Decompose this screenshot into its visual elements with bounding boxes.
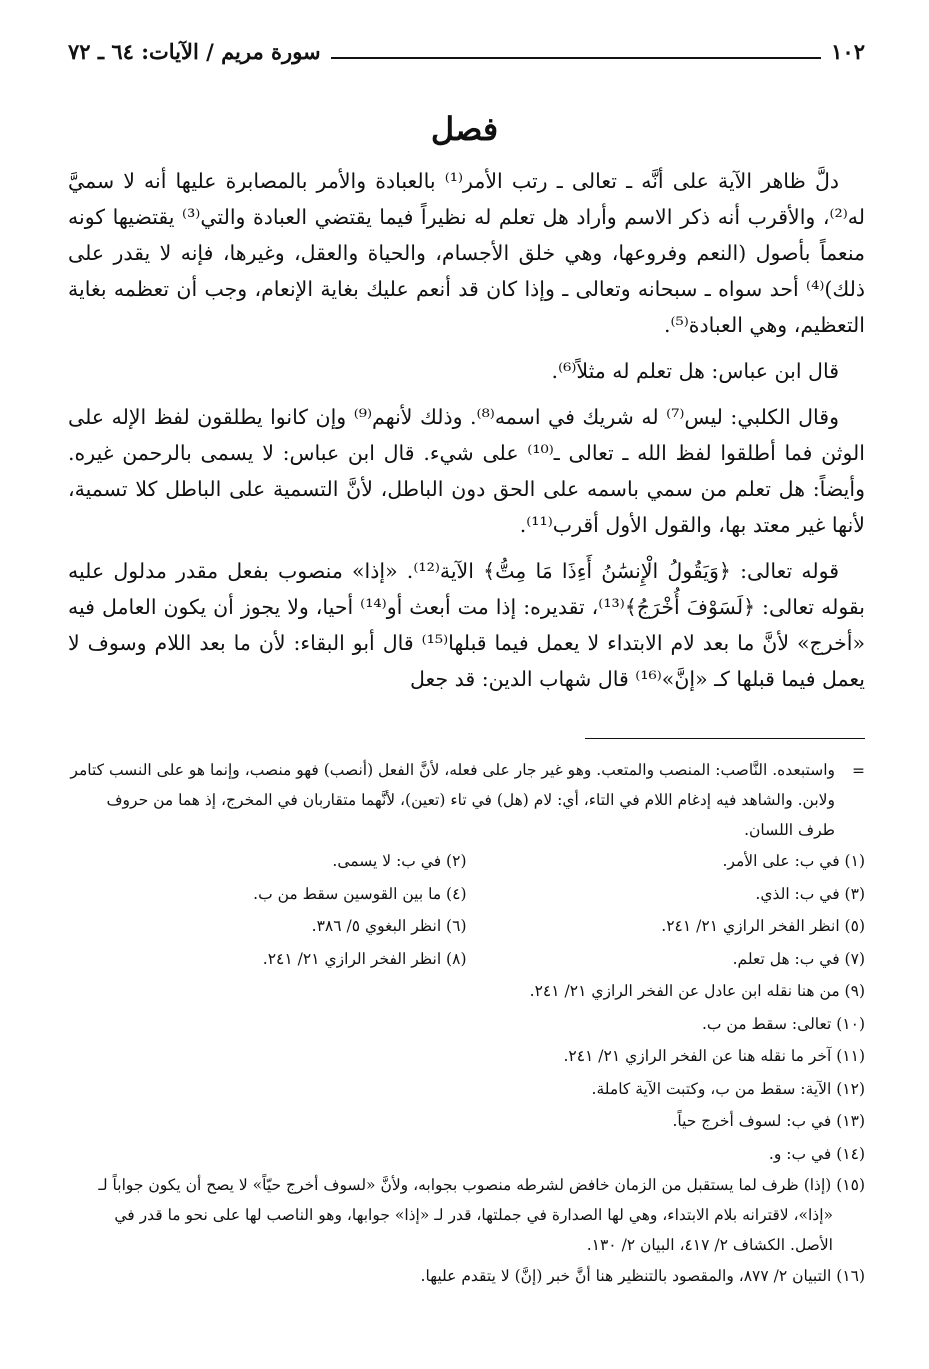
footnote: (١٤) في ب: و. [768, 1144, 865, 1163]
footnotes [68, 755, 865, 1293]
header-rule [331, 43, 822, 59]
footnote: (١٢) الآية: سقط من ب، وكتبت الآية كاملة. [591, 1079, 865, 1098]
footnote: (٦) انظر البغوي ٥/ ٣٨٦. [311, 917, 467, 935]
section-title: فصل [430, 110, 499, 148]
continuation-mark: = [852, 762, 865, 780]
running-title: سورة مريم / الآيات: ٦٤ ـ ٧٢ [68, 38, 321, 64]
footnote-row [68, 878, 865, 911]
footnote: (٥) انظر الفخر الرازي ٢١/ ٢٤١. [661, 917, 865, 935]
footnote: (٢) في ب: لا يسمى. [332, 852, 467, 870]
paragraph: وقال الكلبي: ليس⁽⁷⁾ له شريك في اسمه⁽⁸⁾. وذلك لأنهم⁽⁹⁾ وإن كانوا يطلقون لفظ الإله على الوثن فما أطلقوا لفظ الله ـ تعالى ـ⁽¹⁰⁾ على شيء. قال ابن عباس: لا يسمى بالرحمن غيره. وأيضاً: هل تعلم من سمي باسمه على الحق دون الباطل، لأنَّ التسمية على الباطل كلا تسمية، لأنها غير معتد بها، والقول الأول أقرب⁽¹¹⁾. [68, 405, 865, 537]
footnote: (٧) في ب: هل تعلم. [732, 949, 865, 968]
footnote: (٩) من هنا نقله ابن عادل عن الفخر الرازي ٢١/ ٢٤١. [529, 982, 865, 1000]
footnote: (١١) آخر ما نقله هنا عن الفخر الرازي ٢١/ ٢٤١. [563, 1047, 865, 1065]
footnote: (١٦) التبيان ٢/ ٨٧٧، والمقصود بالتنظير هنا أنَّ خبر (إنَّ) لا يتقدم عليها. [420, 1267, 865, 1285]
footnote: (١٣) في ب: لسوف أخرج حياً. [672, 1112, 865, 1130]
footnote-separator [585, 738, 865, 739]
footnote: (١٥) (إذا) ظرف لما يستقبل من الزمان خافض لشرطه منصوب بجوابه، ولأنَّ «لسوف أخرج حيّاً» لا يصح أن يكون جواباً لـ «إذا»، لاقترانه بلام الابتداء، وهي لها الصدارة في جملتها، قدر لـ «إذا» جوابها، وهو الناصب لها على نحو ما قدر في الأصل. الكشاف ٢/ ٤١٧، البيان ٢/ ١٣٠. [98, 1176, 865, 1254]
footnote-continuation [68, 755, 865, 845]
main-text [68, 163, 865, 707]
footnote-row [68, 943, 865, 976]
paragraph: قال ابن عباس: هل تعلم له مثلاً⁽⁶⁾. [551, 359, 839, 383]
footnote: (١٠) تعالى: سقط من ب. [701, 1014, 865, 1033]
paragraph: دلَّ ظاهر الآية على أنَّه ـ تعالى ـ رتب الأمر⁽¹⁾ بالعبادة والأمر بالمصابرة عليها أنه لا سميَّ له⁽²⁾، والأقرب أنه ذكر الاسم وأراد هل تعلم له نظيراً فيما يقتضي العبادة والتي⁽³⁾ يقتضيها كونه منعماً بأصول (النعم وفروعها، وهي خلق الأجسام، والحياة والعقل، وغيرها، فإنه لا يقدر على ذلك)⁽⁴⁾ أحد سواه ـ سبحانه وتعالى ـ وإذا كان قد أنعم عليك بغاية الإنعام، وجب أن تعظمه بغاية التعظيم، وهي العبادة⁽⁵⁾. [68, 169, 865, 337]
footnote-row [68, 845, 865, 878]
continuation-text: واستبعده. النَّاصب: المنصب والمتعب. وهو غير جار على فعله، لأنَّ الفعل (أنصب) فهو منصب، وإنما هو على النسب كتامر ولابن. والشاهد فيه إدغام اللام في التاء، أي: لام (هل) في تاء (تعين)، لأنَّهما متقاربان في المخرج، إذ هما من حروف طرف اللسان. [70, 761, 835, 839]
footnote: (١) في ب: على الأمر. [722, 852, 865, 870]
page-number: ١٠٢ [831, 38, 865, 64]
paragraph: قوله تعالى: ﴿وَيَقُولُ الْإِنسَٰنُ أَءِذَا مَا مِتُّ﴾ الآية⁽¹²⁾. «إذا» منصوب بفعل مقدر مدلول عليه بقوله تعالى: ﴿لَسَوْفَ أُخْرَجُ﴾⁽¹³⁾، تقديره: إذا مت أبعث أو⁽¹⁴⁾ أحيا، ولا يجوز أن يكون العامل فيه «أخرج» لأنَّ ما بعد لام الابتداء لا يعمل فيما قبلها⁽¹⁵⁾ قال أبو البقاء: لأن ما بعد اللام وسوف لا يعمل فيما قبلها كـ «إنَّ»⁽¹⁶⁾ قال شهاب الدين: قد جعل [68, 559, 865, 691]
footnote: (٣) في ب: الذي. [755, 884, 865, 903]
footnote: (٤) ما بين القوسين سقط من ب. [253, 884, 467, 903]
footnote: (٨) انظر الفخر الرازي ٢١/ ٢٤١. [262, 949, 467, 968]
page-header [68, 34, 865, 68]
footnote-row [68, 910, 865, 943]
